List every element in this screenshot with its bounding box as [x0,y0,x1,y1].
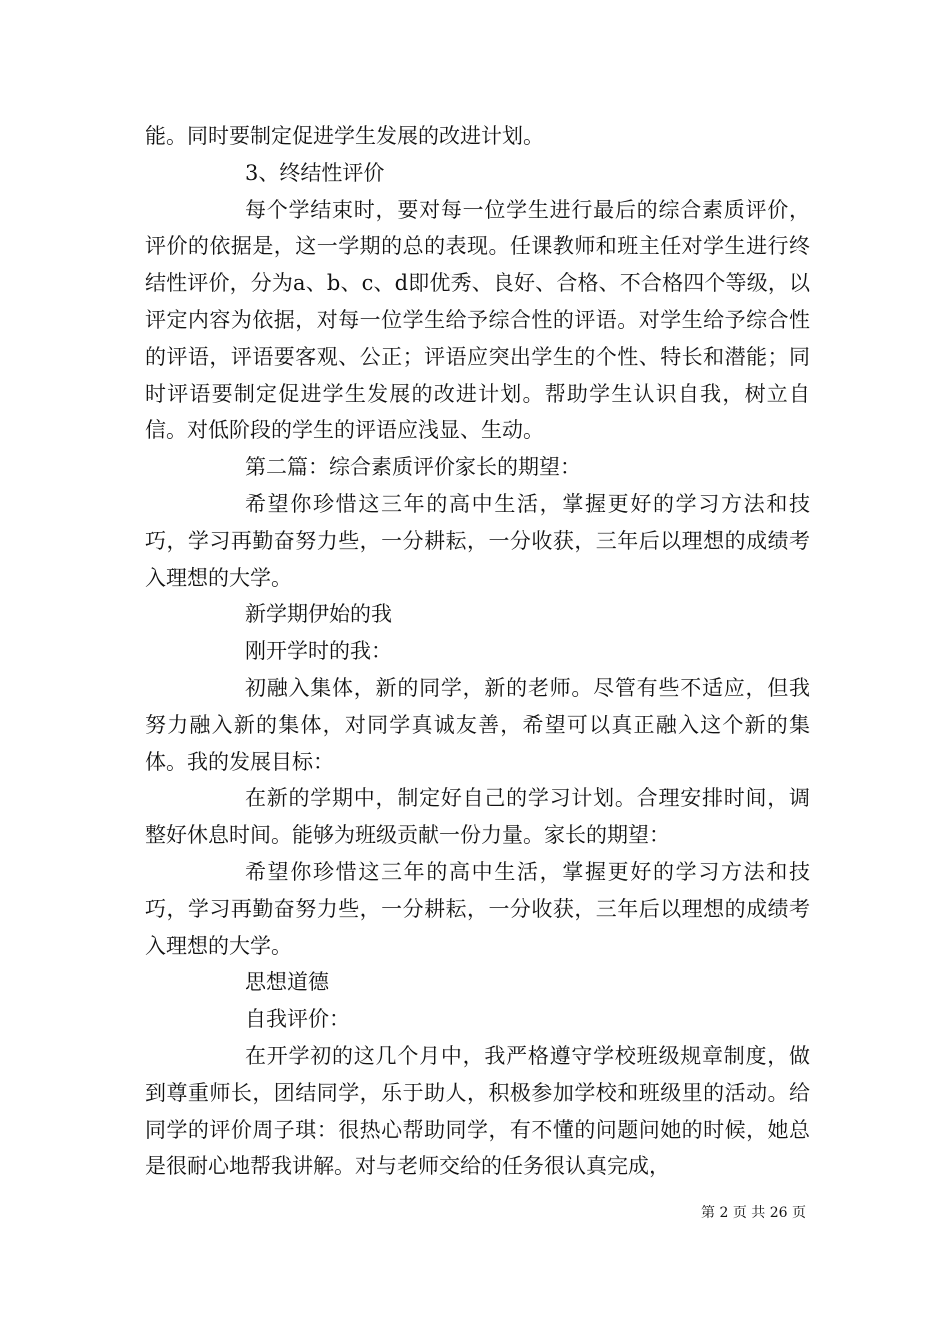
paragraph-8: 初融入集体，新的同学，新的老师。尽管有些不适应，但我努力融入新的集体，对同学真诚友善，希望可以真正融入这个新的集体。我的发展目标： [145,675,810,774]
page-number-footer: 第 2 页 共 26 页 [701,1205,806,1221]
paragraph-6: 新学期伊始的我 [245,602,392,627]
paragraph-10: 希望你珍惜这三年的高中生活，掌握更好的学习方法和技巧，学习再勤奋努力些，一分耕耘，一分收获，三年后以理想的成绩考入理想的大学。 [145,859,810,958]
paragraph-7: 刚开学时的我： [245,639,392,664]
paragraph-5: 希望你珍惜这三年的高中生活，掌握更好的学习方法和技巧，学习再勤奋努力些，一分耕耘，一分收获，三年后以理想的成绩考入理想的大学。 [145,491,810,590]
paragraph-12: 自我评价： [245,1007,350,1032]
paragraph-13: 在开学初的这几个月中，我严格遵守学校班级规章制度，做到尊重师长，团结同学，乐于助人，积极参加学校和班级里的活动。给同学的评价周子琪：很热心帮助同学，有不懂的问题问她的时候，她总是很耐心地帮我讲解。对与老师交给的任务很认真完成， [145,1043,810,1179]
paragraph-11: 思想道德 [245,970,329,995]
paragraph-9: 在新的学期中，制定好自己的学习计划。合理安排时间，调整好休息时间。能够为班级贡献一份力量。家长的期望： [145,786,810,848]
document-body [145,118,810,1185]
paragraph-1: 能。同时要制定促进学生发展的改进计划。 [145,124,544,148]
paragraph-2: 3、终结性评价 [245,160,385,185]
paragraph-3: 每个学结束时，要对每一位学生进行最后的综合素质评价，评价的依据是，这一学期的总的表现。任课教师和班主任对学生进行终结性评价，分为a、b、c、d即优秀、良好、合格、不合格四个等级，以评定内容为依据，对每一位学生给予综合性的评语。对学生给予综合性的评语，评语要客观、公正；评语应突出学生的个性、特长和潜能；同时评语要制定促进学生发展的改进计划。帮助学生认识自我，树立自信。对低阶段的学生的评语应浅显、生动。 [145,197,810,443]
paragraph-4: 第二篇：综合素质评价家长的期望： [245,455,581,480]
